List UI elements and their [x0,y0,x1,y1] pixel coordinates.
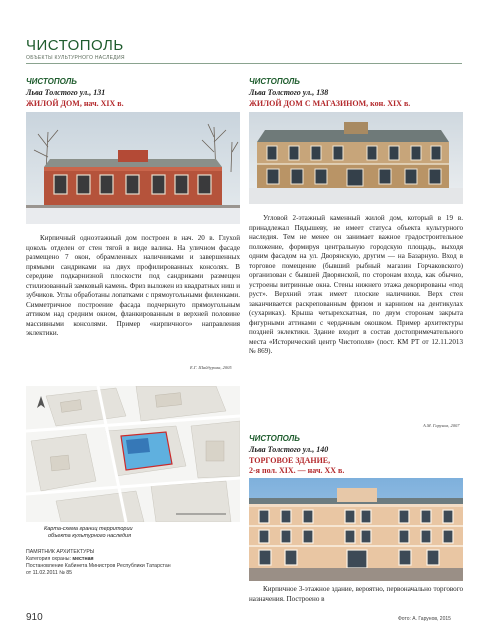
left-entry-author: Е.Г. Шайдурова, 2005 [190,365,232,370]
right-entry2-address: Льва Толстого ул., 140 [249,445,329,454]
left-building-photo [26,112,240,224]
territory-map [26,386,240,522]
right-entry1-author: А.М. Гарунов, 2007 [423,423,460,428]
monument-type: ПАМЯТНИК АРХИТЕКТУРЫ [26,549,95,555]
right-entry2-city: ЧИСТОПОЛЬ [249,434,300,443]
monument-category-label: Категория охраны: [26,556,73,562]
map-caption-line2: объекта культурного наследия [48,533,132,539]
left-entry-title: ЖИЛОЙ ДОМ, нач. XIX в. [26,99,124,108]
left-entry-city: ЧИСТОПОЛЬ [26,77,77,86]
right-entry2-description: Кирпичное 3-этажное здание, вероятно, первоначально торгового назначения. Построено в [249,585,463,603]
right-entry2-title-line2: 2-я пол. XIX. — нач. XX в. [249,466,345,475]
right-entry2-title-line1: ТОРГОВОЕ ЗДАНИЕ, [249,456,331,465]
right-entry1-title: ЖИЛОЙ ДОМ С МАГАЗИНОМ, кон. XIX в. [249,99,411,108]
map-caption-line1: Карта-схема границ территории [44,526,133,532]
monument-category-value: местная [72,556,94,562]
right-entry1-address: Льва Толстого ул., 138 [249,88,329,97]
monument-decree-date: от 11.02.2011 № 85 [26,570,72,576]
footer-photo-credit: Фото: А. Гарунов, 2015 [398,616,451,622]
page-header-subtitle: ОБЪЕКТЫ КУЛЬТУРНОГО НАСЛЕДИЯ [26,55,125,61]
header-divider [26,63,462,64]
monument-category [26,556,93,563]
monument-decree: Постановление Кабинета Министров Республики Татарстан [26,563,171,569]
right-building1-photo [249,112,463,204]
page-header-title: ЧИСТОПОЛЬ [26,37,124,54]
right-entry1-description: Угловой 2-этажный каменный жилой дом, который в 19 в. принадлежал Пядышеву, не имеет статуса объекта культурного наследия. Тем не менее он занимает важное градостроительное положение, формируя центральную городскую площадь, выходя одним фасадом на ул. Дворянскую, другим — на Базарную. Вход в торговое помещение (бывший рыбный магазин Горчаковского) организован с бывшей Дворянской, по сторонам входа, как обычно, устроены витринные окна. Стены нижнего этажа декорированы «под руст». Верхний этаж имеет плоские наличники. Верх стен заканчивается раскрепованным фризом и карнизом на дентикулах (сухариках). Крыша четырехскатная, по двум сторонам закрыта фигурными аттиками с чердачным окошком. Пример архитектуры поздней эклектики. Здание входит в состав достопримечательного места «Исторический центр Чистополя» (пост. КМ РТ от 12.11.2013 № 869). [249,214,463,355]
page-number: 910 [26,612,43,623]
left-entry-address: Льва Толстого ул., 131 [26,88,106,97]
right-entry1-city: ЧИСТОПОЛЬ [249,77,300,86]
right-building2-photo [249,478,463,581]
left-entry-description: Кирпичный одноэтажный дом построен в нач. 20 в. Глухой цоколь отделен от стен тягой в виде валика. На уличном фасаде размещено 7 окон, обрамленных наличниками и завершенных прямыми сандриками на двух профилированных консолях. В середине подкарнизной плоскости под сандриками размещен стилизованный замковый камень. Фриз выложен из квадратных ниш и зубчиков. Углы обработаны лопатками с прямоугольными филенками. Симметричное построение фасада подчеркнуто прямоугольным аттиком над средним окном, фланкированным в верхней половине массивными консолями. Пример «кирпичного» направления эклектики. [26,234,240,337]
